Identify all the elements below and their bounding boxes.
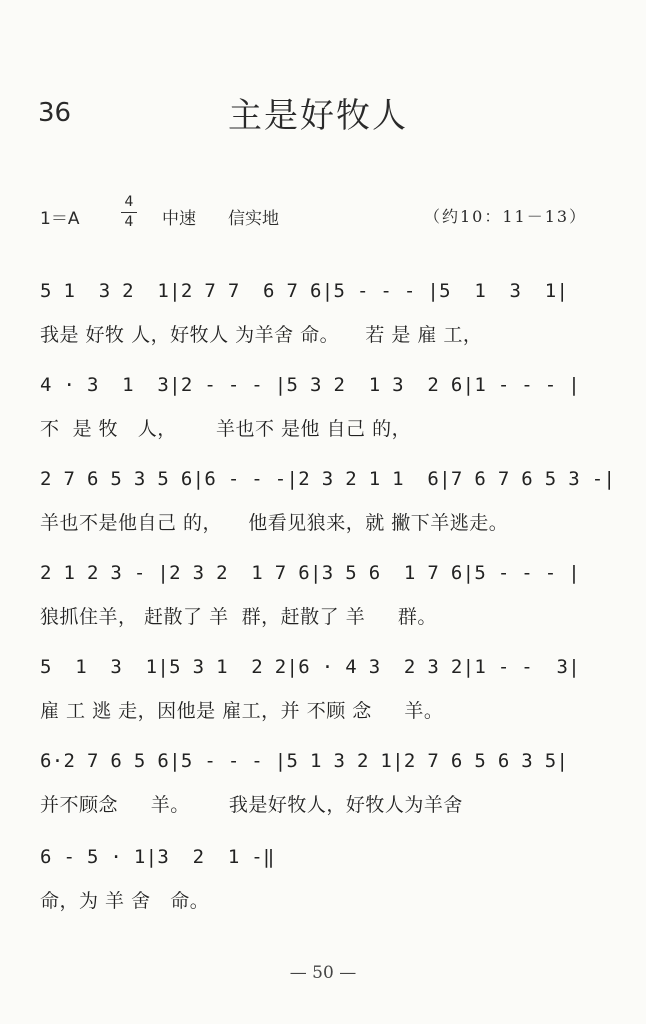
- music-line-7: 6 - 5 · 1|3 2 1 -‖: [40, 846, 275, 868]
- music-line-2: 4 · 3 1 3|2 - - - |5 3 2 1 3 2 6|1 - - - |: [40, 374, 580, 396]
- time-signature-top: 4: [124, 194, 134, 210]
- lyric-line-4: 狼抓住羊， 赶散了 羊 群，赶散了 羊 群。: [40, 606, 437, 628]
- lyric-line-5: 雇 工 逃 走，因他是 雇工，并 不顾 念 羊。: [40, 700, 444, 722]
- tempo-marking: 中速: [162, 209, 196, 229]
- hymn-number: 36: [38, 98, 72, 128]
- music-line-4: 2 1 2 3 - |2 3 2 1 7 6|3 5 6 1 7 6|5 - - - |: [40, 562, 580, 584]
- music-line-5: 5 1 3 1|5 3 1 2 2|6 · 4 3 2 3 2|1 - - 3|: [40, 656, 580, 678]
- lyric-line-6: 并不顾念 羊。 我是好牧人，好牧人为羊舍: [40, 794, 463, 816]
- music-line-1: 5 1 3 2 1|2 7 7 6 7 6|5 - - - |5 1 3 1|: [40, 280, 569, 302]
- hymn-title: 主是好牧人: [228, 96, 408, 136]
- time-signature: [121, 194, 137, 231]
- lyric-line-2: 不 是 牧 人， 羊也不 是他 自己 的，: [40, 418, 412, 440]
- lyric-line-7: 命，为 羊 舍 命。: [40, 890, 210, 912]
- lyric-line-3: 羊也不是他自己 的， 他看见狼来，就 撇下羊逃走。: [40, 512, 509, 534]
- key-signature: 1＝A: [40, 209, 80, 229]
- style-marking: 信实地: [228, 209, 279, 229]
- music-line-3: 2 7 6 5 3 5 6|6 - - -|2 3 2 1 1 6|7 6 7 6 5 3 -|: [40, 468, 616, 490]
- lyric-line-1: 我是 好牧 人，好牧人 为羊舍 命。 若 是 雇 工，: [40, 324, 483, 346]
- scripture-reference: （约10：11－13）: [424, 207, 588, 226]
- music-line-6: 6·2 7 6 5 6|5 - - - |5 1 3 2 1|2 7 6 5 6 3 5|: [40, 750, 569, 772]
- time-signature-bottom: 4: [124, 214, 134, 230]
- time-signature-bar: [121, 212, 137, 213]
- page-number: — 50 —: [289, 963, 357, 983]
